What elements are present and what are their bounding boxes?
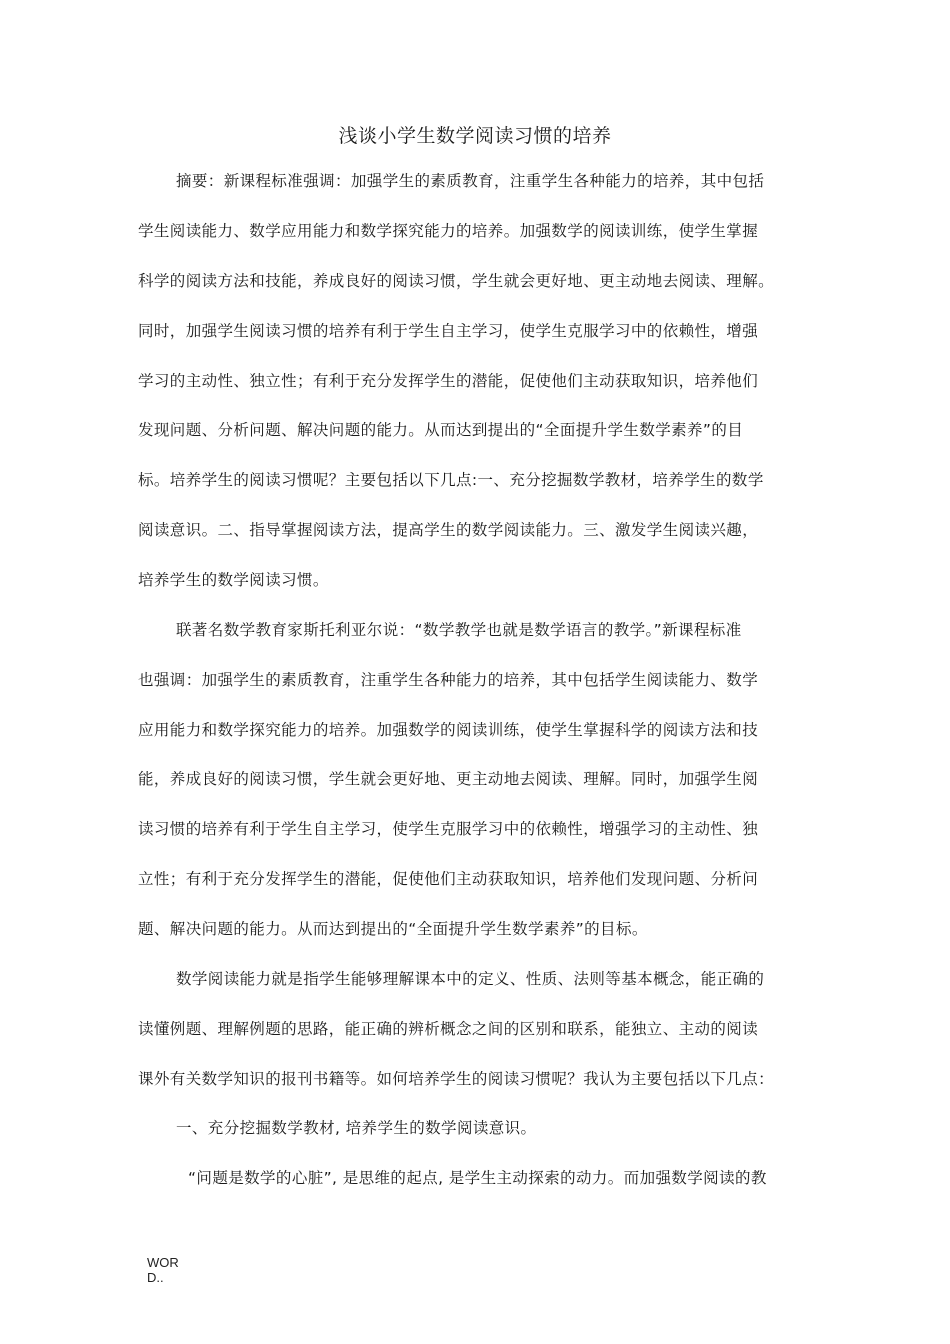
paragraph-1-line-2: 也强调：加强学生的素质教育，注重学生各种能力的培养，其中包括学生阅读能力、数学 <box>138 671 759 689</box>
paragraph-1-line-1: 联著名数学教育家斯托利亚尔说：“数学教学也就是数学语言的教学。”新课程标准 <box>176 621 742 639</box>
paragraph-1-line-4: 能，养成良好的阅读习惯，学生就会更好地、更主动地去阅读、理解。同时，加强学生阅 <box>138 770 759 788</box>
abstract-line-4: 同时，加强学生阅读习惯的培养有利于学生自主学习，使学生克服学习中的依赖性，增强 <box>138 322 759 340</box>
abstract-line-9: 培养学生的数学阅读习惯。 <box>138 571 329 589</box>
paragraph-1-line-6: 立性；有利于充分发挥学生的潜能，促使他们主动获取知识，培养他们发现问题、分析问 <box>138 870 759 888</box>
paragraph-2-line-2: 读懂例题、理解例题的思路，能正确的辨析概念之间的区别和联系，能独立、主动的阅读 <box>138 1020 759 1038</box>
document-title: 浅谈小学生数学阅读习惯的培养 <box>338 125 612 147</box>
paragraph-2-line-1: 数学阅读能力就是指学生能够理解课本中的定义、性质、法则等基本概念，能正确的 <box>176 970 765 988</box>
paragraph-3-line-1: “问题是数学的心脏”, 是思维的起点, 是学生主动探索的动力。而加强数学阅读的教 <box>188 1169 767 1187</box>
paragraph-1-line-5: 读习惯的培养有利于学生自主学习，使学生克服学习中的依赖性，增强学习的主动性、独 <box>138 820 759 838</box>
footer-watermark <box>147 1255 179 1285</box>
paragraph-2-line-3: 课外有关数学知识的报刊书籍等。如何培养学生的阅读习惯呢？我认为主要包括以下几点： <box>138 1070 775 1088</box>
abstract-line-8: 阅读意识。二、指导掌握阅读方法，提高学生的数学阅读能力。三、激发学生阅读兴趣， <box>138 521 759 539</box>
footer-line-1: WOR <box>147 1255 179 1270</box>
paragraph-1-line-3: 应用能力和数学探究能力的培养。加强数学的阅读训练，使学生掌握科学的阅读方法和技 <box>138 721 759 739</box>
paragraph-1-line-7: 题、解决问题的能力。从而达到提出的“全面提升学生数学素养”的目标。 <box>138 920 648 938</box>
abstract-line-3: 科学的阅读方法和技能，养成良好的阅读习惯，学生就会更好地、更主动地去阅读、理解。 <box>138 272 775 290</box>
abstract-line-7: 标。培养学生的阅读习惯呢？主要包括以下几点:一、充分挖掘数学教材，培养学生的数学 <box>138 471 764 489</box>
abstract-line-6: 发现问题、分析问题、解决问题的能力。从而达到提出的“全面提升学生数学素养”的目 <box>138 421 744 439</box>
abstract-line-2: 学生阅读能力、数学应用能力和数学探究能力的培养。加强数学的阅读训练，使学生掌握 <box>138 222 759 240</box>
abstract-line-5: 学习的主动性、独立性；有利于充分发挥学生的潜能，促使他们主动获取知识，培养他们 <box>138 372 759 390</box>
abstract-line-1: 摘要：新课程标准强调：加强学生的素质教育，注重学生各种能力的培养，其中包括 <box>176 172 765 190</box>
section-heading-1: 一、充分挖掘数学教材, 培养学生的数学阅读意识。 <box>176 1119 537 1137</box>
footer-line-2: D.. <box>147 1270 164 1285</box>
